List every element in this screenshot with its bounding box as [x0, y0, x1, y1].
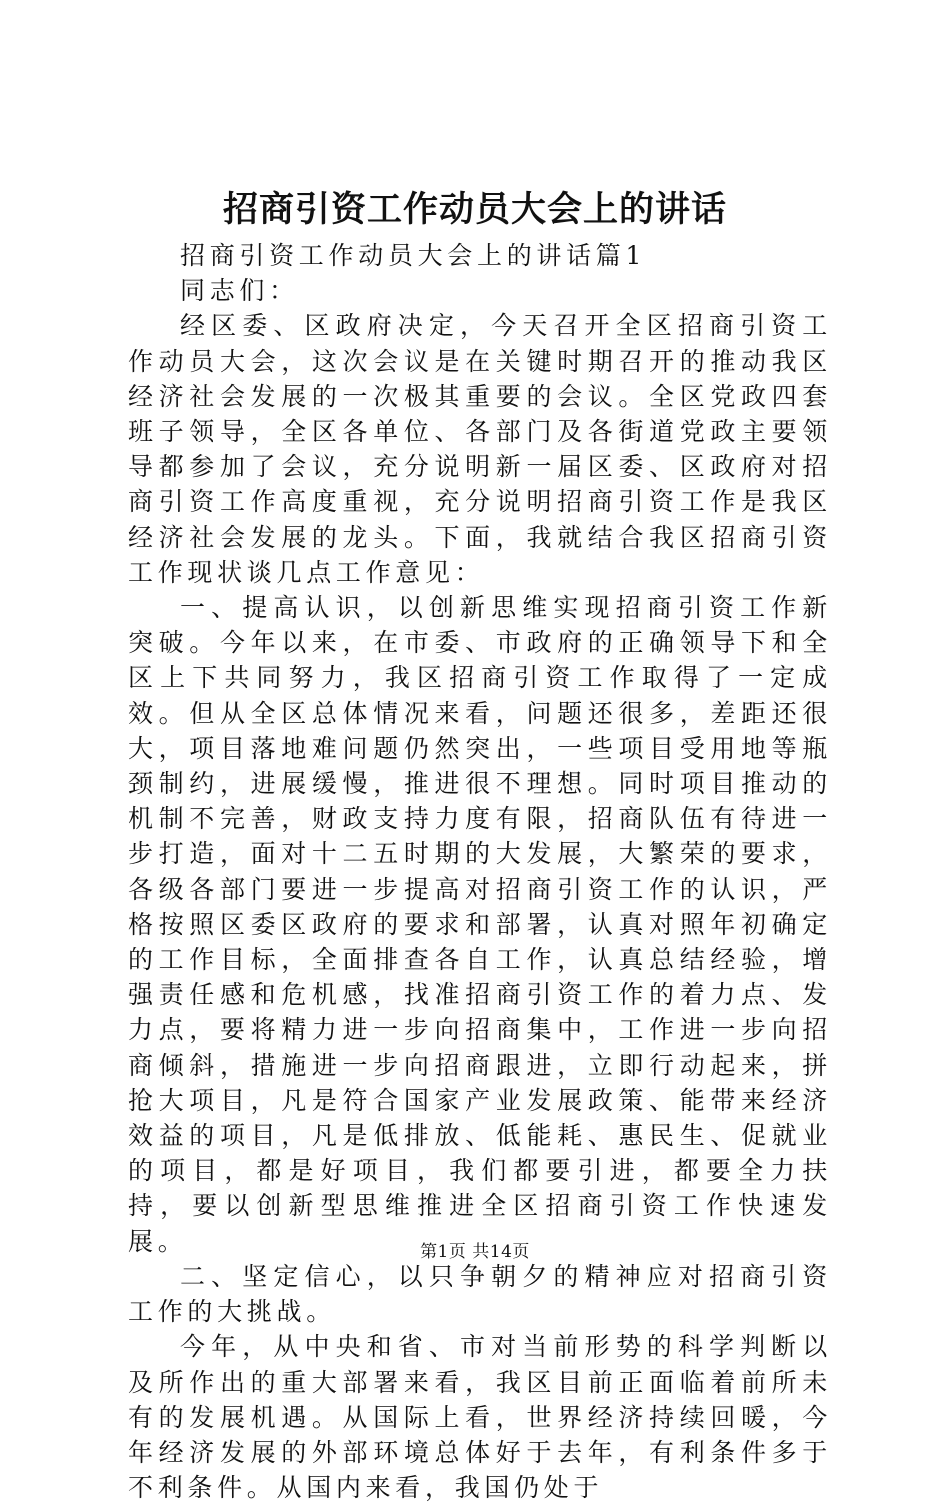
document-body	[128, 238, 832, 1505]
paragraph: 一、提高认识，以创新思维实现招商引资工作新突破。今年以来，在市委、市政府的正确领导下和全区上下共同努力，我区招商引资工作取得了一定成效。但从全区总体情况来看，问题还很多，差距还很大，项目落地难问题仍然突出，一些项目受用地等瓶颈制约，进展缓慢，推进很不理想。同时项目推动的机制不完善，财政支持力度有限，招商队伍有待进一步打造，面对十二五时期的大发展，大繁荣的要求，各级各部门要进一步提高对招商引资工作的认识，严格按照区委区政府的要求和部署，认真对照年初确定的工作目标，全面排查各自工作，认真总结经验，增强责任感和危机感，找准招商引资工作的着力点、发力点，要将精力进一步向招商集中，工作进一步向招商倾斜，措施进一步向招商跟进，立即行动起来，拼抢大项目，凡是符合国家产业发展政策、能带来经济效益的项目，凡是低排放、低能耗、惠民生、促就业的项目，都是好项目，我们都要引进，都要全力扶持，要以创新型思维推进全区招商引资工作快速发展。	[128, 593, 832, 1256]
paragraph: 今年，从中央和省、市对当前形势的科学判断以及所作出的重大部署来看，我区目前正面临着前所未有的发展机遇。从国际上看，世界经济持续回暖，今年经济发展的外部环境总体好于去年，有利条件多于不利条件。从国内来看，我国仍处于	[128, 1332, 832, 1503]
paragraph: 二、坚定信心，以只争朝夕的精神应对招商引资工作的大挑战。	[128, 1261, 832, 1327]
salutation: 同志们：	[180, 276, 299, 306]
paragraph: 经区委、区政府决定，今天召开全区招商引资工作动员大会，这次会议是在关键时期召开的推动我区经济社会发展的一次极其重要的会议。全区党政四套班子领导，全区各单位、各部门及各街道党政主要领导都参加了会议，充分说明新一届区委、区政府对招商引资工作高度重视，充分说明招商引资工作是我区经济社会发展的龙头。下面，我就结合我区招商引资工作现状谈几点工作意见：	[128, 311, 832, 587]
section-heading: 招商引资工作动员大会上的讲话篇1	[180, 241, 647, 270]
page-footer: 第1页 共14页	[420, 1242, 530, 1262]
document-title: 招商引资工作动员大会上的讲话	[222, 189, 727, 230]
